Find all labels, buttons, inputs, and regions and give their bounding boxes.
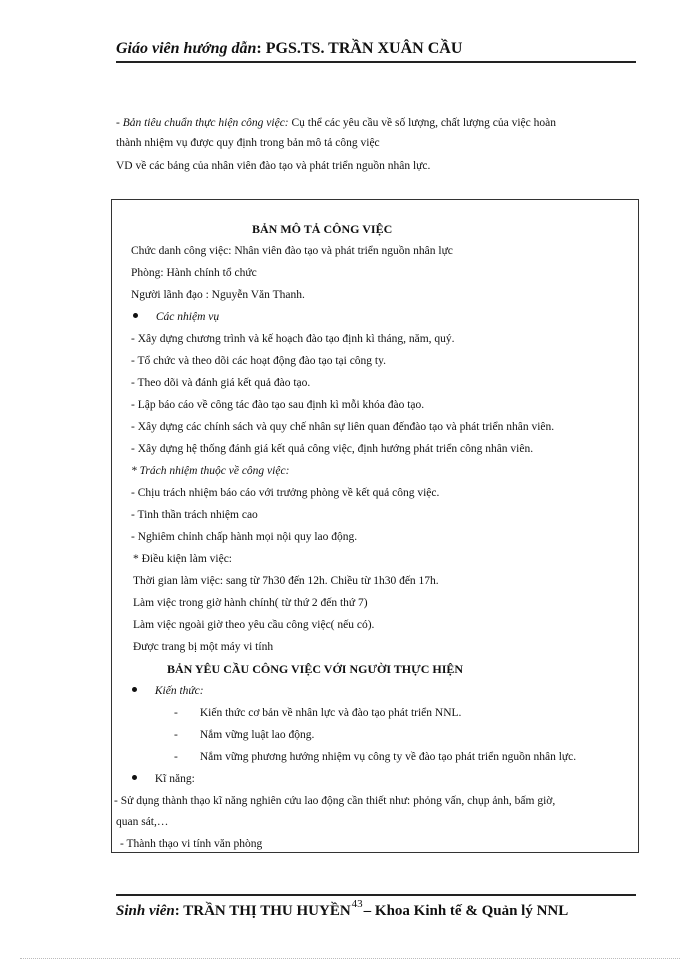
intro-line-1-text: Cụ thể các yêu cầu về số lượng, chất lượng của việc hoàn xyxy=(288,117,556,129)
condition-item: Thời gian làm việc: sang từ 7h30 đến 12h. Chiều từ 1h30 đến 17h. xyxy=(133,575,439,587)
dash-marker: - xyxy=(174,707,178,719)
footer-dept: – Khoa Kinh tế & Quản lý NNL xyxy=(363,903,569,919)
bullet-icon xyxy=(133,313,138,318)
header-rule xyxy=(116,61,636,63)
knowledge-heading xyxy=(132,684,204,698)
intro-line-1 xyxy=(116,113,636,133)
intro-paragraph xyxy=(116,113,636,176)
knowledge-item xyxy=(174,706,461,720)
skill-item-continued: quan sát,… xyxy=(116,816,169,828)
department-line: Phòng: Hành chính tổ chức xyxy=(131,267,257,279)
page-number: 43 xyxy=(351,898,363,910)
page-edge-dotted-line xyxy=(20,958,680,959)
knowledge-heading-text: Kiến thức: xyxy=(154,685,204,697)
tasks-heading xyxy=(133,310,219,324)
task-item: - Theo dõi và đánh giá kết quả đào tạo. xyxy=(131,377,311,389)
bullet-icon xyxy=(132,687,137,692)
knowledge-item xyxy=(174,750,576,764)
skill-item: - Sử dụng thành thạo kĩ năng nghiên cứu lao động cần thiết như: phỏng vấn, chụp ảnh, bấm giờ, xyxy=(114,795,556,807)
knowledge-item-text: Nắm vững phương hướng nhiệm vụ công ty về đào tạo phát triển nguồn nhân lực. xyxy=(199,751,577,763)
dash-marker: - xyxy=(174,751,178,763)
skills-heading-text: Kĩ năng: xyxy=(154,773,195,785)
conditions-heading: * Điều kiện làm việc: xyxy=(133,553,232,565)
box-title: BẢN MÔ TẢ CÔNG VIỆC xyxy=(252,222,393,236)
task-item: - Lập báo cáo về công tác đào tạo sau định kì mỗi khóa đào tạo. xyxy=(131,399,425,411)
knowledge-item-text: Nắm vững luật lao động. xyxy=(199,729,315,741)
responsibility-item: - Tinh thần trách nhiệm cao xyxy=(131,509,258,521)
intro-term: - Bản tiêu chuẩn thực hiện công việc: xyxy=(116,117,289,129)
job-title-line: Chức danh công việc: Nhân viên đào tạo và phát triển nguồn nhân lực xyxy=(131,245,453,257)
skill-item: - Thành thạo vi tính văn phòng xyxy=(120,838,263,850)
footer-name: : TRẦN THỊ THU HUYỀN xyxy=(174,903,351,919)
page-header xyxy=(116,40,636,58)
page-footer xyxy=(116,898,656,920)
task-item: - Xây dựng hệ thống đánh giá kết quả công việc, định hướng phát triển công nhân viên. xyxy=(131,443,534,455)
knowledge-item xyxy=(174,728,314,742)
responsibility-item: - Nghiêm chỉnh chấp hành mọi nội quy lao động. xyxy=(131,531,358,543)
responsibility-heading: * Trách nhiệm thuộc về công việc: xyxy=(131,465,290,477)
condition-item: Làm việc trong giờ hành chính( từ thứ 2 đến thứ 7) xyxy=(133,597,368,609)
knowledge-item-text: Kiến thức cơ bản về nhân lực và đào tạo phát triển NNL. xyxy=(199,707,462,719)
task-item: - Xây dựng chương trình và kế hoạch đào tạo định kì tháng, năm, quý. xyxy=(131,333,455,345)
manager-line: Người lãnh đạo : Nguyễn Văn Thanh. xyxy=(131,289,305,301)
footer-rule xyxy=(116,894,636,896)
task-item: - Tổ chức và theo dõi các hoạt động đào tạo tại công ty. xyxy=(131,355,386,367)
job-description-box xyxy=(111,199,639,853)
header-name: : PGS.TS. TRẦN XUÂN CẦU xyxy=(256,40,463,57)
skills-heading xyxy=(132,772,195,786)
intro-line-3: VD về các bảng của nhân viên đào tạo và phát triển nguồn nhân lực. xyxy=(116,160,431,172)
footer-label: Sinh viên xyxy=(116,903,175,919)
task-item: - Xây dựng các chính sách và quy chế nhân sự liên quan đếnđào tạo và phát triển nhân viên. xyxy=(131,421,555,433)
condition-item: Làm việc ngoài giờ theo yêu cầu công việc( nếu có). xyxy=(133,619,375,631)
dash-marker: - xyxy=(174,729,178,741)
requirements-title: BẢN YÊU CẦU CÔNG VIỆC VỚI NGƯỜI THỰC HIỆN xyxy=(167,662,464,676)
header-label: Giáo viên hướng dẫn xyxy=(116,40,257,57)
intro-line-2: thành nhiệm vụ được quy định trong bản mô tả công việc xyxy=(116,137,380,149)
bullet-icon xyxy=(132,775,137,780)
responsibility-item: - Chịu trách nhiệm báo cáo với trưởng phòng về kết quả công việc. xyxy=(131,487,440,499)
condition-item: Được trang bị một máy vi tính xyxy=(133,641,274,653)
tasks-heading-text: Các nhiệm vụ xyxy=(155,311,220,323)
